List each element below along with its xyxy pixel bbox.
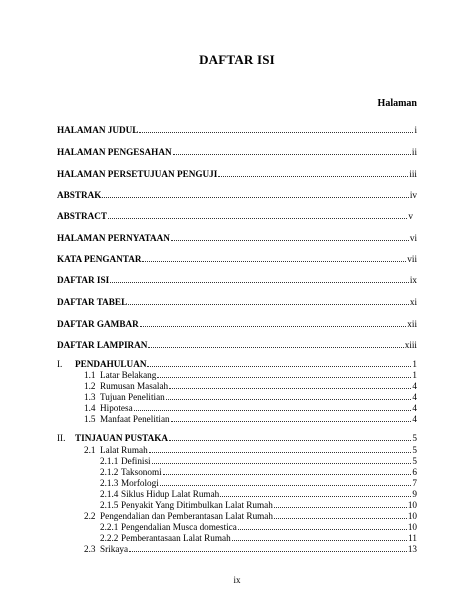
toc-entry-abstract: ABSTRACT v (57, 211, 413, 221)
page-title: DAFTAR ISI (199, 52, 275, 67)
toc-entry: 2.1.3 Morfologi 7 (100, 478, 417, 488)
toc-entry: 1.4 Hipotesa 4 (84, 403, 417, 413)
page-number-footer: ix (233, 575, 241, 585)
toc-entry: 2.3 Srikaya 13 (84, 544, 417, 554)
toc-entry: 2.1 Lalat Rumah 5 (84, 445, 417, 455)
toc-entry: 2.1.4 Siklus Hidup Lalat Rumah 9 (100, 489, 417, 499)
toc-entry: 2.2.2 Pemberantasaan Lalat Rumah 11 (100, 533, 417, 543)
toc-entry-daftar-tabel: DAFTAR TABEL xi (57, 297, 417, 307)
toc-entry-halaman-pengesahan: HALAMAN PENGESAHAN ii (57, 147, 417, 157)
toc-entry: 2.1.1 Definisi 5 (100, 456, 417, 466)
toc-entry: 1.3 Tujuan Penelitian 4 (84, 392, 417, 402)
toc-entry: 1.2 Rumusan Masalah 4 (84, 381, 417, 391)
toc-entry: 2.1.2 Taksonomi 6 (100, 467, 417, 477)
toc-entry-halaman-persetujuan-penguji: HALAMAN PERSETUJUAN PENGUJI iii (57, 169, 417, 179)
toc-chapter-pendahuluan: I. PENDAHULUAN 1 (57, 359, 417, 369)
toc-entry-halaman-pernyataan: HALAMAN PERNYATAAN vi (57, 233, 417, 243)
toc-entry: 1.1 Latar Belakang 1 (84, 370, 417, 380)
page-column-header: Halaman (377, 98, 417, 109)
toc-entry-daftar-isi: DAFTAR ISI ix (57, 275, 417, 285)
toc-entry: 1.5 Manfaat Penelitian 4 (84, 414, 417, 424)
toc-entry-halaman-judul: HALAMAN JUDUL i (57, 125, 417, 135)
toc-entry: 2.2 Pengendalian dan Pemberantasan Lalat Rumah 10 (84, 511, 417, 521)
toc-entry-kata-pengantar: KATA PENGANTAR vii (57, 254, 417, 264)
toc-entry: 2.2.1 Pengendalian Musca domestica 10 (100, 522, 417, 532)
toc-entry: 2.1.5 Penyakit Yang Ditimbulkan Lalat Rumah 10 (100, 500, 417, 510)
toc-entry-daftar-gambar: DAFTAR GAMBAR xii (57, 319, 417, 329)
toc-entry-daftar-lampiran: DAFTAR LAMPIRAN xiii (57, 340, 417, 350)
toc-chapter-tinjauan-pustaka: II. TINJAUAN PUSTAKA 5 (57, 433, 417, 443)
toc-entry-abstrak: ABSTRAK iv (57, 190, 417, 200)
